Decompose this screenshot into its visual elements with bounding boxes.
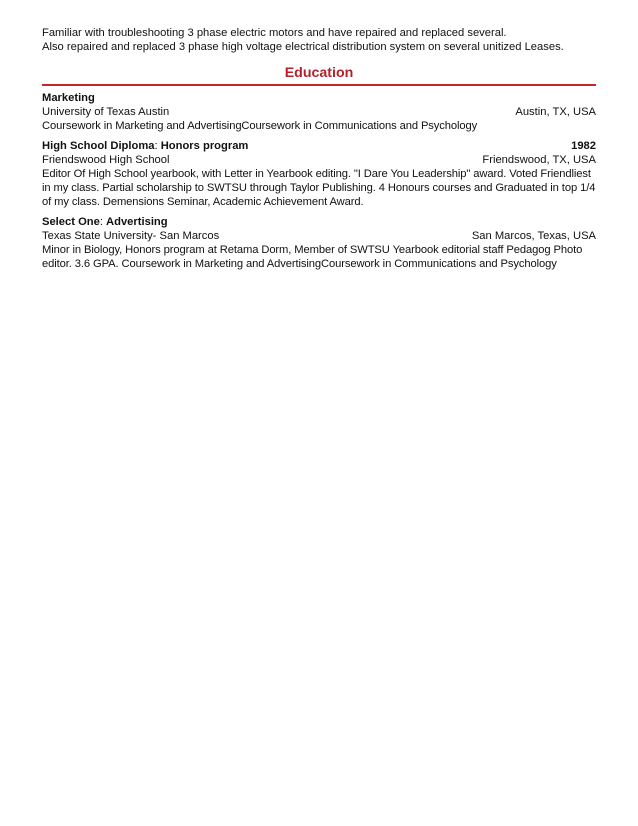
entry-header-row [42,91,596,105]
intro-block [42,26,596,54]
school-name: University of Texas Austin [42,106,170,118]
entry-header-row [42,215,596,229]
entry-header-row [42,139,596,153]
school-location: Austin, TX, USA [515,106,596,118]
degree-title: Select One: Advertising [42,216,168,228]
school-name: Friendswood High School [42,154,170,166]
degree-title: Marketing [42,92,95,104]
entry-school-row [42,153,596,167]
entry-school-row [42,229,596,243]
intro-line: Familiar with troubleshooting 3 phase electric motors and have repaired and replaced several. [42,27,507,39]
section-divider [42,84,596,86]
entry-school-row [42,105,596,119]
education-entry [42,215,596,271]
school-location: Friendswood, TX, USA [482,154,596,166]
education-entry [42,139,596,209]
degree-title: High School Diploma: Honors program [42,140,249,152]
education-entry [42,91,596,133]
entry-description: Editor Of High School yearbook, with Letter in Yearbook editing. "I Dare You Leadership" award. Voted Friendliest in my class. Partial scholarship to SWTSU through Taylor Publishing. 4 Honours courses and Graduated in top 1/4 of my class. Demensions Seminar, Academic Achievement Award. [42,168,596,208]
entry-description: Coursework in Marketing and AdvertisingCoursework in Communications and Psychology [42,120,478,132]
section-title-education: Education [284,65,354,81]
entry-year: 1982 [571,140,596,152]
entry-description: Minor in Biology, Honors program at Retama Dorm, Member of SWTSU Yearbook editorial staff Pedagog Photo editor. 3.6 GPA. Coursework in Marketing and AdvertisingCoursework in Communications and Psychology [42,244,583,270]
intro-line: Also repaired and replaced 3 phase high voltage electrical distribution system on several unitized Leases. [42,41,564,53]
school-location: San Marcos, Texas, USA [471,230,596,242]
school-name: Texas State University- San Marcos [42,230,220,242]
